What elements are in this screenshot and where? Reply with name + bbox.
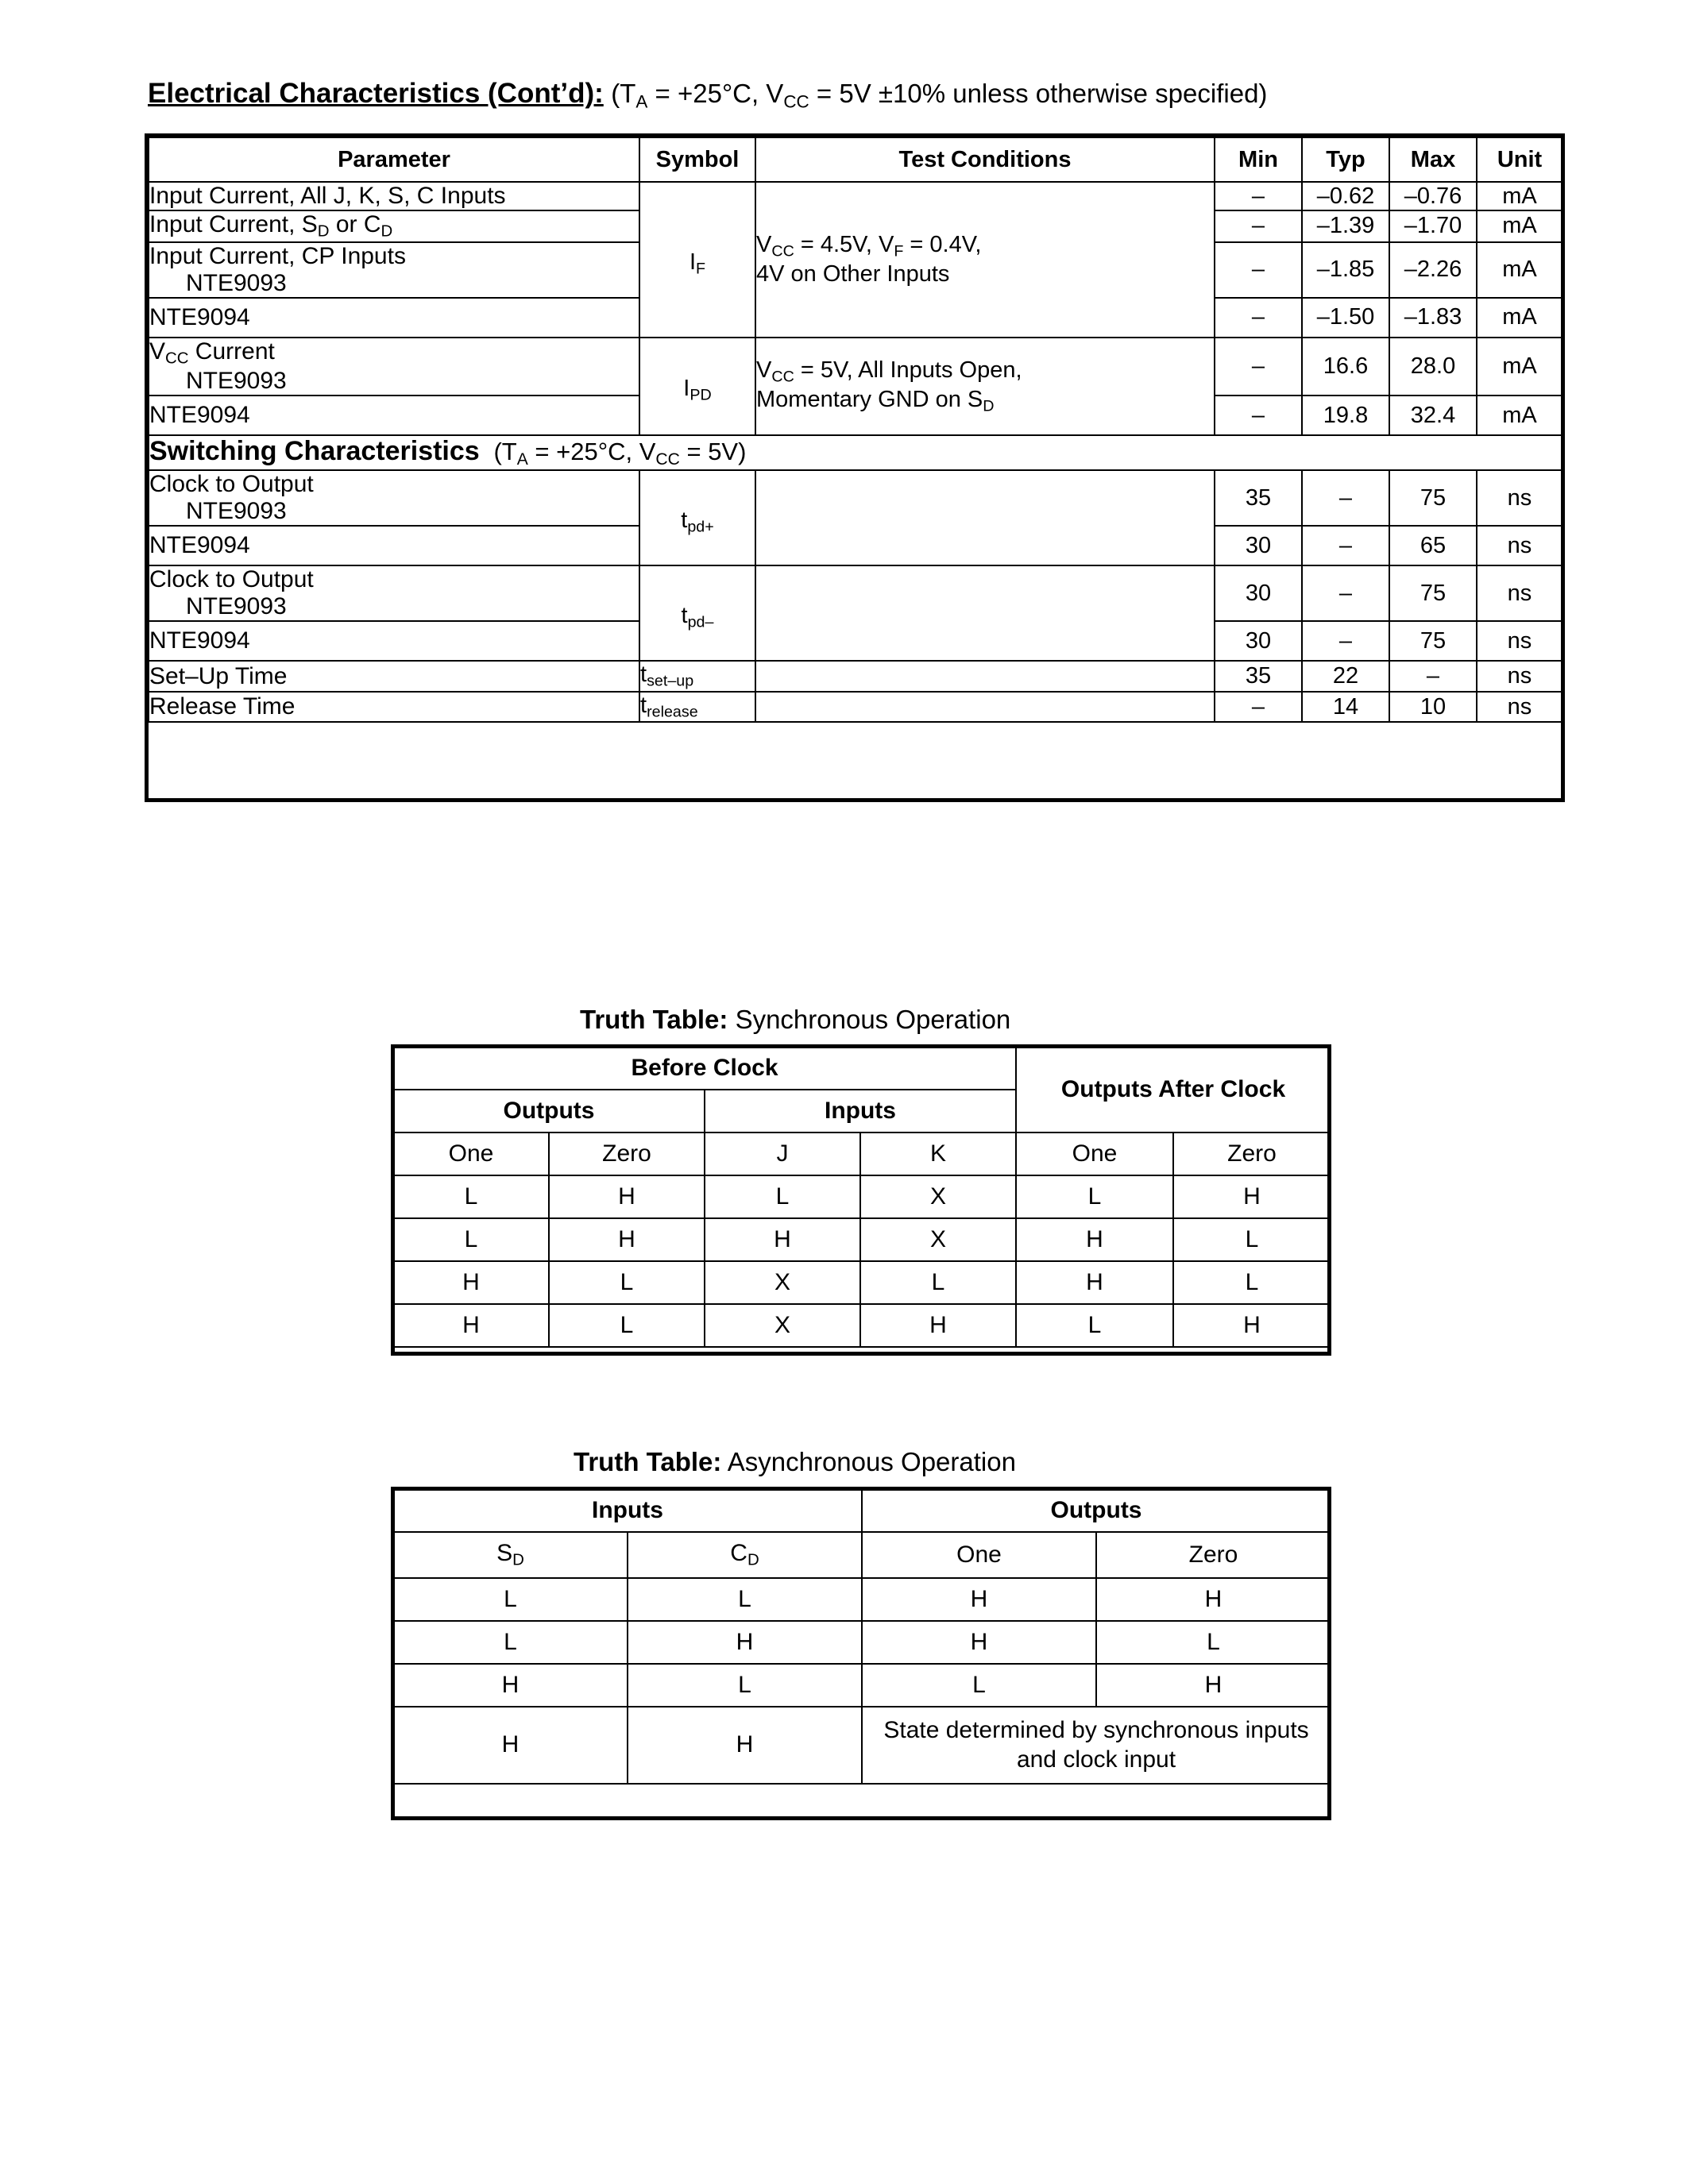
row-typ: –1.85 (1302, 242, 1389, 298)
row-max: –1.83 (1389, 298, 1477, 338)
col-one-after: One (1016, 1133, 1173, 1175)
row-parameter-sub: NTE9093 (186, 593, 287, 620)
col-zero-after: Zero (1173, 1133, 1331, 1175)
row-max: 75 (1389, 565, 1477, 621)
cell: L (862, 1664, 1096, 1707)
col-zero-before: Zero (549, 1133, 705, 1175)
truth-table-sync-text: Synchronous Operation (735, 1005, 1011, 1034)
cell: L (393, 1621, 628, 1664)
col-test-conditions: Test Conditions (755, 137, 1215, 182)
row-min: – (1215, 182, 1302, 210)
cell: L (860, 1261, 1016, 1304)
row-parameter: Input Current, $S_D$ or $C_D$ (149, 210, 639, 242)
cell: H (393, 1707, 628, 1784)
col-cd: $C_D$ (628, 1532, 862, 1578)
cell: L (1016, 1304, 1173, 1347)
row-parameter-main: Clock to Output (149, 471, 314, 498)
row-unit: ns (1477, 661, 1562, 692)
table-row (393, 1621, 1331, 1664)
truth-table-async (392, 1488, 1331, 1785)
row-parameter-main: Input Current, CP Inputs (149, 242, 406, 269)
header-inputs: Inputs (393, 1489, 862, 1532)
cell: X (860, 1218, 1016, 1261)
table-header-row (393, 1489, 1331, 1532)
row-test-conditions: $V_{CC} = 4.5V$, $V_F = 0.4V$, 4V on Other Inputs (755, 182, 1215, 338)
cell: H (393, 1664, 628, 1707)
col-parameter: Parameter (149, 137, 639, 182)
cell: H (1016, 1261, 1173, 1304)
cell: L (628, 1664, 862, 1707)
row-parameter-sub: NTE9093 (186, 269, 287, 296)
row-parameter-main: $V_{CC}$ Current (149, 338, 275, 368)
cell: H (549, 1175, 705, 1218)
table-row (149, 182, 1562, 210)
row-parameter: Input Current, All J, K, S, C Inputs (149, 182, 639, 210)
col-one: One (862, 1532, 1096, 1578)
cell: H (628, 1707, 862, 1784)
table-header-row (393, 1532, 1331, 1578)
row-test-conditions (755, 692, 1215, 723)
switching-characteristics-header-row (149, 435, 1562, 470)
row-unit: ns (1477, 470, 1562, 526)
row-symbol: $t_{pd+}$ (639, 470, 755, 565)
cell: H (705, 1218, 860, 1261)
row-min: 35 (1215, 470, 1302, 526)
row-typ: –1.39 (1302, 210, 1389, 242)
row-test-conditions (755, 470, 1215, 565)
col-typ: Typ (1302, 137, 1389, 182)
table-row (149, 565, 1562, 621)
cell: H (1096, 1578, 1331, 1621)
row-max: 28.0 (1389, 338, 1477, 396)
row-unit: ns (1477, 526, 1562, 565)
row-max: 32.4 (1389, 396, 1477, 435)
row-unit: mA (1477, 182, 1562, 210)
row-max: – (1389, 661, 1477, 692)
row-parameter-sub: NTE9094 (149, 298, 639, 338)
row-parameter (149, 338, 639, 396)
table-header-row (149, 137, 1562, 182)
row-test-conditions (755, 565, 1215, 661)
row-min: 35 (1215, 661, 1302, 692)
row-parameter-sub: NTE9094 (149, 621, 639, 661)
cell: L (1016, 1175, 1173, 1218)
table-row (393, 1304, 1331, 1347)
table-row (393, 1578, 1331, 1621)
cell: L (628, 1578, 862, 1621)
row-typ: – (1302, 526, 1389, 565)
row-min: 30 (1215, 526, 1302, 565)
header-before-clock: Before Clock (393, 1047, 1016, 1090)
row-symbol: $t_{pd-}$ (639, 565, 755, 661)
row-parameter (149, 242, 639, 298)
row-parameter-sub: NTE9093 (186, 368, 287, 395)
table-row (393, 1707, 1331, 1784)
table-row (393, 1664, 1331, 1707)
header-outputs: Outputs (862, 1489, 1331, 1532)
cell: H (393, 1304, 549, 1347)
page-title (148, 78, 1267, 112)
cell: L (1173, 1218, 1331, 1261)
row-parameter-sub: NTE9094 (149, 396, 639, 435)
row-parameter (149, 565, 639, 621)
row-max: 65 (1389, 526, 1477, 565)
cell: H (1096, 1664, 1331, 1707)
col-j: J (705, 1133, 860, 1175)
row-test-conditions (755, 661, 1215, 692)
row-symbol: $t_{set-up}$ (639, 661, 755, 692)
col-min: Min (1215, 137, 1302, 182)
row-parameter (149, 470, 639, 526)
cell: H (1016, 1218, 1173, 1261)
row-max: 75 (1389, 470, 1477, 526)
row-unit: ns (1477, 565, 1562, 621)
row-unit: mA (1477, 210, 1562, 242)
header-outputs-after-clock: Outputs After Clock (1016, 1047, 1331, 1133)
row-max: 75 (1389, 621, 1477, 661)
table-row (393, 1218, 1331, 1261)
cell: L (549, 1304, 705, 1347)
row-max: –1.70 (1389, 210, 1477, 242)
cell: H (549, 1218, 705, 1261)
row-min: – (1215, 210, 1302, 242)
row-max: –2.26 (1389, 242, 1477, 298)
col-one-before: One (393, 1133, 549, 1175)
electrical-characteristics-title: Electrical Characteristics (Cont’d): (148, 78, 604, 109)
cell: L (393, 1175, 549, 1218)
row-typ: 14 (1302, 692, 1389, 723)
row-parameter: Release Time (149, 692, 639, 723)
cell: L (549, 1261, 705, 1304)
row-unit: mA (1477, 298, 1562, 338)
cell: L (705, 1175, 860, 1218)
cell: H (862, 1621, 1096, 1664)
header-outputs: Outputs (393, 1090, 705, 1133)
col-symbol: Symbol (639, 137, 755, 182)
truth-table-async-caption (574, 1447, 1016, 1477)
row-max: –0.76 (1389, 182, 1477, 210)
row-typ: –1.50 (1302, 298, 1389, 338)
row-min: 30 (1215, 565, 1302, 621)
row-typ: – (1302, 621, 1389, 661)
truth-table-sync-caption (580, 1005, 1010, 1035)
row-unit: mA (1477, 396, 1562, 435)
row-parameter-main: Clock to Output (149, 566, 314, 593)
cell: X (705, 1261, 860, 1304)
table-row (393, 1261, 1331, 1304)
cell: L (393, 1218, 549, 1261)
table-header-row (393, 1133, 1331, 1175)
cell: H (860, 1304, 1016, 1347)
row-max: 10 (1389, 692, 1477, 723)
cell: H (628, 1621, 862, 1664)
switching-characteristics-header (149, 435, 1562, 470)
truth-table-sync-label: Truth Table: (580, 1005, 728, 1034)
row-symbol: $I_F$ (639, 182, 755, 338)
row-typ: 19.8 (1302, 396, 1389, 435)
row-parameter-sub: NTE9093 (186, 498, 287, 525)
row-unit: mA (1477, 338, 1562, 396)
row-min: – (1215, 396, 1302, 435)
col-max: Max (1389, 137, 1477, 182)
row-parameter-sub: NTE9094 (149, 526, 639, 565)
cell: X (860, 1175, 1016, 1218)
electrical-characteristics-table (148, 137, 1563, 723)
cell: X (705, 1304, 860, 1347)
row-min: – (1215, 242, 1302, 298)
switching-characteristics-conditions: ($T_A = +25^\circ C$, $V_{CC} = 5V$) (486, 438, 747, 469)
cell: H (1173, 1175, 1331, 1218)
row-unit: ns (1477, 692, 1562, 723)
switching-characteristics-title: Switching Characteristics (149, 436, 480, 467)
col-unit: Unit (1477, 137, 1562, 182)
truth-table-async-text: Asynchronous Operation (727, 1447, 1016, 1476)
electrical-characteristics-conditions: ($T_A = +25^\circ C$, $V_{CC} = 5V \pm 10\%$ unless otherwise specified) (611, 79, 1268, 112)
col-zero: Zero (1096, 1532, 1331, 1578)
table-row (149, 661, 1562, 692)
table-row (149, 470, 1562, 526)
row-min: 30 (1215, 621, 1302, 661)
row-typ: – (1302, 470, 1389, 526)
row-parameter: Set–Up Time (149, 661, 639, 692)
row-typ: 22 (1302, 661, 1389, 692)
col-sd: $S_D$ (393, 1532, 628, 1578)
row-symbol: $t_{release}$ (639, 692, 755, 723)
cell: H (393, 1261, 549, 1304)
table-header-row (393, 1047, 1331, 1090)
cell: H (1173, 1304, 1331, 1347)
row-min: – (1215, 692, 1302, 723)
cell-note: State determined by synchronous inputs and clock input (862, 1707, 1331, 1784)
row-min: – (1215, 298, 1302, 338)
row-typ: –0.62 (1302, 182, 1389, 210)
header-inputs: Inputs (705, 1090, 1016, 1133)
cell: L (393, 1578, 628, 1621)
row-typ: 16.6 (1302, 338, 1389, 396)
col-k: K (860, 1133, 1016, 1175)
row-symbol: $I_{PD}$ (639, 338, 755, 436)
table-row (393, 1175, 1331, 1218)
row-unit: ns (1477, 621, 1562, 661)
row-test-conditions: $V_{CC} = 5V$, All Inputs Open, Momentary GND on $S_D$ (755, 338, 1215, 436)
cell: L (1173, 1261, 1331, 1304)
truth-table-sync (392, 1046, 1331, 1348)
row-unit: mA (1477, 242, 1562, 298)
truth-table-async-label: Truth Table: (574, 1447, 722, 1476)
row-min: – (1215, 338, 1302, 396)
table-row (149, 338, 1562, 396)
cell: H (862, 1578, 1096, 1621)
cell: L (1096, 1621, 1331, 1664)
table-row (149, 692, 1562, 723)
row-typ: – (1302, 565, 1389, 621)
